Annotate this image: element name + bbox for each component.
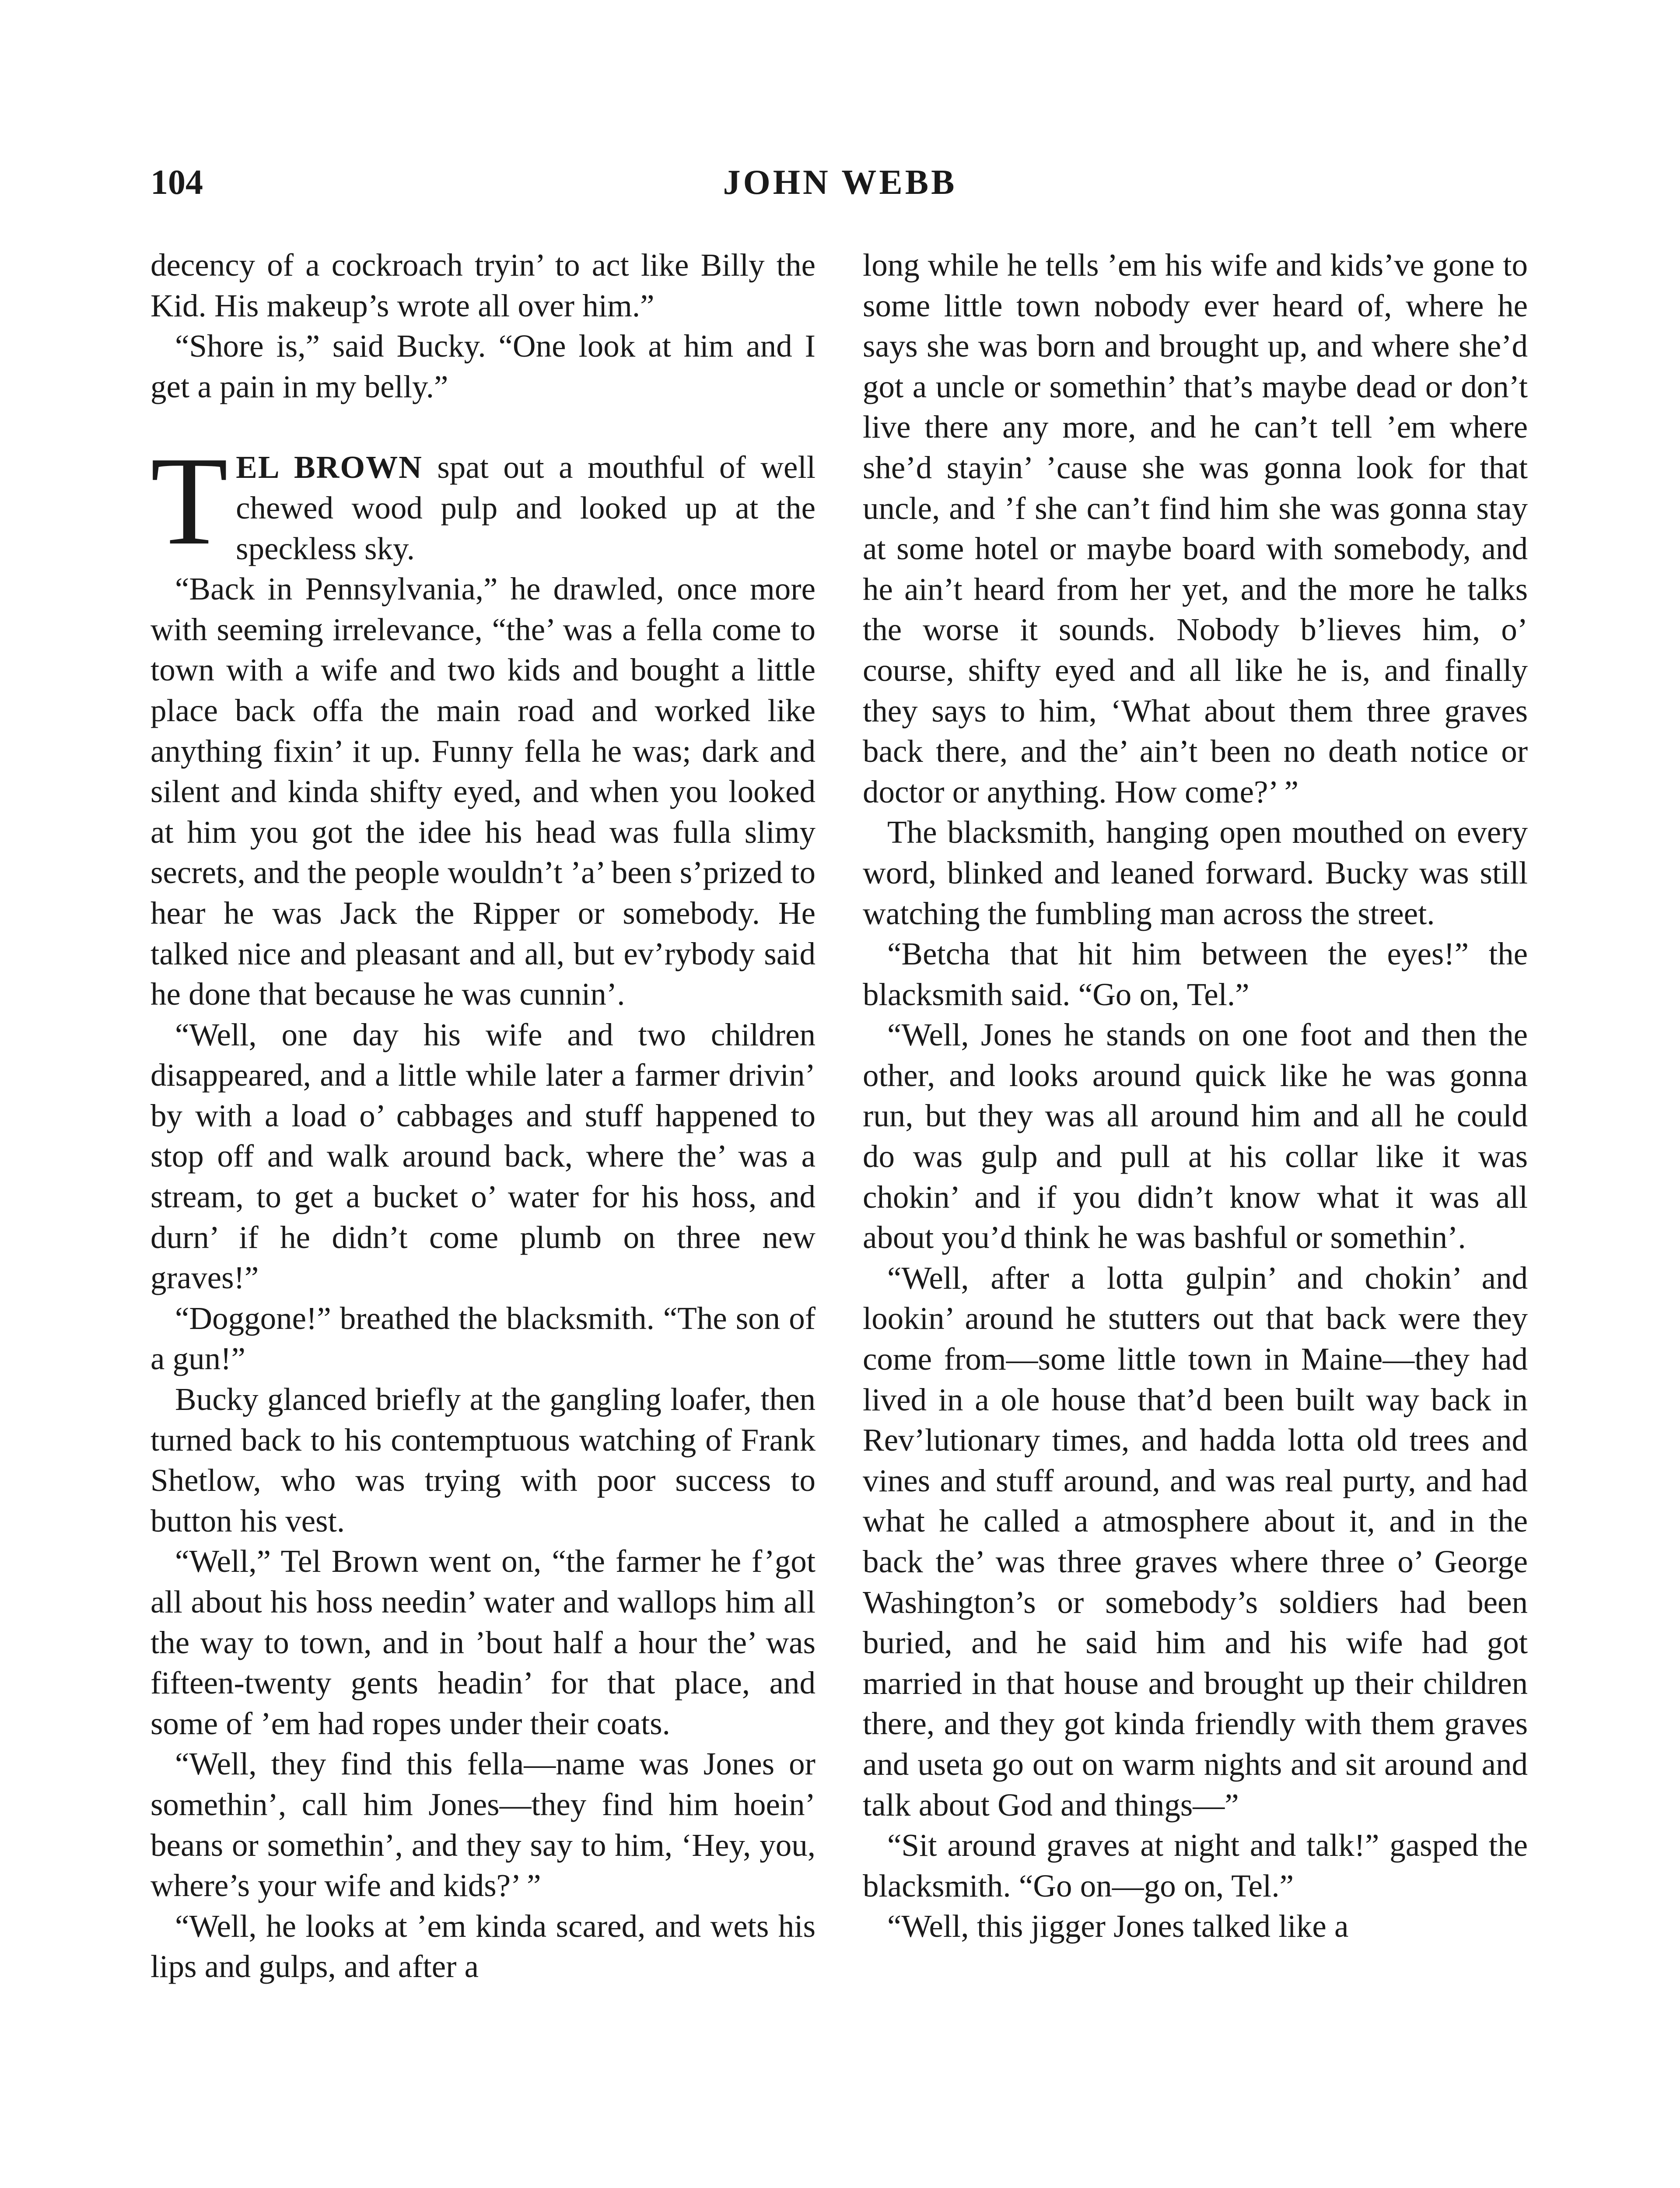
page-header [150, 163, 1530, 215]
paragraph: “Back in Pennsylvania,” he drawled, once more with seeming irrelevance, “the’ was a fella come to town with a wife and two kids and bought a little place back offa the main road and worked like anything fixin’ it up. Funny fella he was; dark and silent and kinda shifty eyed, and when you looked at him you got the idee his head was fulla slimy secrets, and the people wouldn’t ’a’ been s’prized to hear he was Jack the Ripper or somebody. He talked nice and pleasant and all, but ev’rybody said he done that because he was cunnin’. [150, 571, 816, 1012]
paragraph: “Well, after a lotta gulpin’ and chokin’ and lookin’ around he stutters out that back were they come from—some little town in Maine—they had lived in a ole house that’d been built way back in Rev’lutionary times, and hadda lotta old trees and vines and stuff around, and was real purty, and had what he called a atmosphere about it, and in the back the’ was three graves where three o’ George Washington’s or somebody’s soldiers had been buried, and he said him and his wife had got married in that house and brought up their children there, and they got kinda friendly with them graves and useta go out on warm nights and sit around and talk about God and things—” [863, 1260, 1528, 1823]
paragraph: Bucky glanced briefly at the gangling loafer, then turned back to his contemptuous watching of Frank Shetlow, who was trying with poor success to button his vest. [150, 1382, 816, 1539]
paragraph: “Betcha that hit him between the eyes!” the blacksmith said. “Go on, Tel.” [863, 936, 1528, 1012]
left-column [150, 245, 816, 1987]
paragraph: “Well, they find this fella—name was Jones or somethin’, call him Jones—they find him hoein’ beans or somethin’, and they say to him, ‘Hey, you, where’s your wife and kids?’ ” [150, 1746, 816, 1904]
section-opening-paragraph [150, 431, 816, 572]
paragraph: long while he tells ’em his wife and kids’ve gone to some little town nobody ever heard of, where he says she was born and brought up, and where she’d got a uncle or somethin’ that’s maybe dead or don’t live there any more, and he can’t tell ’em where she’d stayin’ ’cause she was gonna look for that uncle, and ’f she can’t find him she was gonna stay at some hotel or maybe board with somebody, and he ain’t heard from her yet, and the more he talks the worse it sounds. Nobody b’lieves him, o’ course, shifty eyed and all like he is, and finally they says to him, ‘What about them three graves back there, and the’ ain’t been no death notice or doctor or anything. How come?’ ” [863, 247, 1528, 810]
paragraph-text: spat out a mouthful of well chewed wood pulp and looked up at the speckless sky. [236, 449, 816, 566]
drop-cap: T [150, 431, 228, 572]
paragraph: “Well, he looks at ’em kinda scared, and wets his lips and gulps, and after a [150, 1908, 816, 1985]
right-column [863, 245, 1528, 1947]
paragraph: decency of a cockroach tryin’ to act like Billy the Kid. His makeup’s wrote all over him.” [150, 247, 816, 323]
page-number: 104 [150, 163, 203, 202]
running-head: JOHN WEBB [723, 163, 957, 202]
paragraph: “Well,” Tel Brown went on, “the farmer he f’got all about his hoss needin’ water and wallops him all the way to town, and in ’bout half a hour the’ was fifteen-twenty gents headin’ for that place, and some of ’em had ropes under their coats. [150, 1543, 816, 1741]
paragraph: “Sit around graves at night and talk!” gasped the blacksmith. “Go on—go on, Tel.” [863, 1827, 1528, 1904]
paragraph: The blacksmith, hanging open mouthed on every word, blinked and leaned forward. Bucky was still watching the fumbling man across the street. [863, 814, 1528, 931]
paragraph: “Well, Jones he stands on one foot and then the other, and looks around quick like he was gonna run, but they was all around him and all he could do was gulp and pull at his collar like it was chokin’ and if you didn’t know what it was all about you’d think he was bashful or somethin’. [863, 1017, 1528, 1255]
paragraph: “Shore is,” said Bucky. “One look at him and I get a pain in my belly.” [150, 328, 816, 404]
lead-in: EL BROWN [236, 449, 423, 485]
paragraph: “Doggone!” breathed the blacksmith. “The son of a gun!” [150, 1300, 816, 1377]
paragraph: “Well, one day his wife and two children disappeared, and a little while later a farmer drivin’ by with a load o’ cabbages and stuff happened to stop off and walk around back, where the’ was a stream, to get a bucket o’ water for his hoss, and durn’ if he didn’t come plumb on three new graves!” [150, 1017, 816, 1296]
paragraph: “Well, this jigger Jones talked like a [887, 1908, 1349, 1944]
